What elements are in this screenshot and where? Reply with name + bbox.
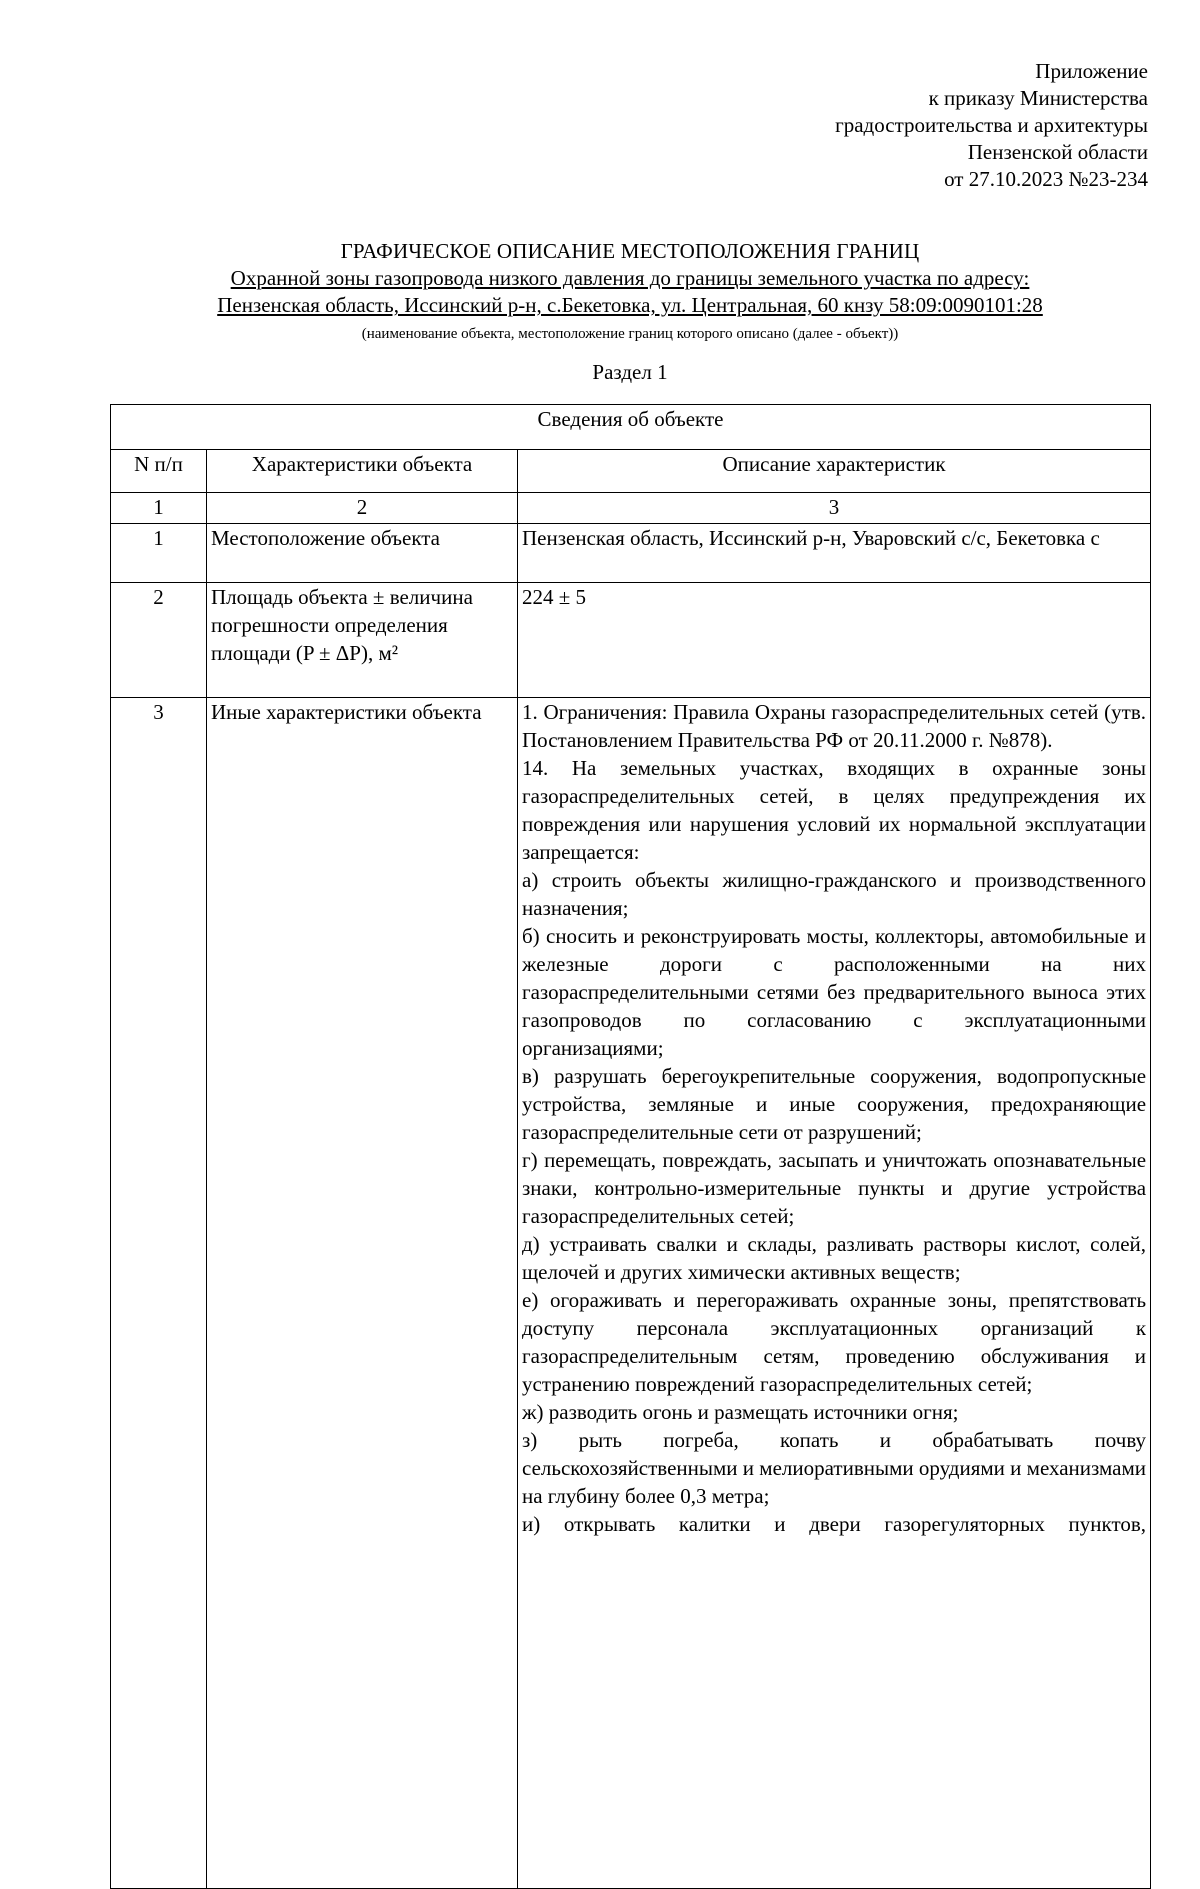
appendix-line: Приложение (1035, 59, 1148, 83)
restriction-paragraph: б) сносить и реконструировать мосты, коллекторы, автомобильные и железные дороги с расположенными на них газораспределительными сетями без предварительного выноса этих газопроводов по согласованию с эксплуатационными организациями; (522, 924, 1147, 1060)
row-characteristic: Иные характеристики объекта (207, 698, 518, 1889)
table-row (111, 698, 1151, 1889)
appendix-line: Пензенской области (967, 140, 1148, 164)
table-title: Сведения об объекте (111, 405, 1151, 450)
table-title-row (111, 405, 1151, 450)
row-characteristic: Местоположение объекта (207, 524, 518, 583)
appendix-date-line: от 27.10.2023 №23-234 (944, 167, 1148, 191)
table-header-row (111, 450, 1151, 493)
restriction-paragraph: г) перемещать, повреждать, засыпать и уничтожать опознавательные знаки, контрольно-измерительные пункты и другие устройства газораспределительных сетей; (522, 1148, 1147, 1228)
object-address-line: Пензенская область, Иссинский р-н, с.Бекетовка, ул. Центральная, 60 кнзу 58:09:0090101:28 (217, 293, 1043, 317)
table-row (111, 583, 1151, 698)
row-number: 2 (111, 583, 207, 698)
row-description: 224 ± 5 (518, 583, 1151, 698)
column-header: Характеристики объекта (207, 450, 518, 493)
column-number-row (111, 493, 1151, 524)
column-header: N п/п (111, 450, 207, 493)
table-row (111, 524, 1151, 583)
object-caption: (наименование объекта, местоположение границ которого описано (далее - объект)) (361, 326, 899, 342)
section-title: Раздел 1 (592, 360, 668, 384)
restriction-paragraph: 14. На земельных участках, входящих в охранные зоны газораспределительных сетей, в целях предупреждения их повреждения или нарушения условий их нормальной эксплуатации запрещается: (522, 756, 1147, 864)
object-name-line: Охранной зоны газопровода низкого давления до границы земельного участка по адресу: (230, 266, 1030, 290)
row-description: Пензенская область, Иссинский р-н, Уваровский с/с, Бекетовка с (518, 524, 1151, 583)
restrictions-text (522, 698, 1146, 1888)
restriction-paragraph: в) разрушать берегоукрепительные сооружения, водопропускные устройства, земляные и иные сооружения, предохраняющие газораспределительные сети от разрушений; (522, 1064, 1147, 1144)
title-block (110, 238, 1150, 385)
row-number: 1 (111, 524, 207, 583)
restriction-paragraph: а) строить объекты жилищно-гражданского и производственного назначения; (522, 868, 1147, 920)
restriction-paragraph: 1. Ограничения: Правила Охраны газораспределительных сетей (утв. Постановлением Правительства РФ от 20.11.2000 г. №878). (522, 700, 1147, 752)
appendix-line: к приказу Министерства (928, 86, 1148, 110)
row-number: 3 (111, 698, 207, 1889)
column-number: 3 (518, 493, 1151, 524)
restriction-paragraph: з) рыть погреба, копать и обрабатывать почву сельскохозяйственными и мелиоративными орудиями и механизмами на глубину более 0,3 метра; (522, 1428, 1147, 1508)
column-header: Описание характеристик (518, 450, 1151, 493)
restriction-paragraph: и) открывать калитки и двери газорегуляторных пунктов, (522, 1512, 1147, 1536)
column-number: 2 (207, 493, 518, 524)
row-characteristic: Площадь объекта ± величина погрешности определения площади (P ± ΔP), м² (207, 583, 518, 698)
row-description (518, 698, 1151, 1889)
object-info-table (110, 404, 1151, 1889)
appendix-line: градостроительства и архитектуры (835, 113, 1148, 137)
column-number: 1 (111, 493, 207, 524)
appendix-note (548, 58, 1148, 193)
restriction-paragraph: ж) разводить огонь и размещать источники огня; (522, 1400, 959, 1424)
restriction-paragraph: е) огораживать и перегораживать охранные зоны, препятствовать доступу персонала эксплуатационных организаций к газораспределительным сетям, проведению обслуживания и устранению повреждений газораспределительных сетей; (522, 1288, 1147, 1396)
document-title: ГРАФИЧЕСКОЕ ОПИСАНИЕ МЕСТОПОЛОЖЕНИЯ ГРАНИЦ (340, 239, 920, 263)
restriction-paragraph: д) устраивать свалки и склады, разливать растворы кислот, солей, щелочей и других химически активных веществ; (522, 1232, 1147, 1284)
